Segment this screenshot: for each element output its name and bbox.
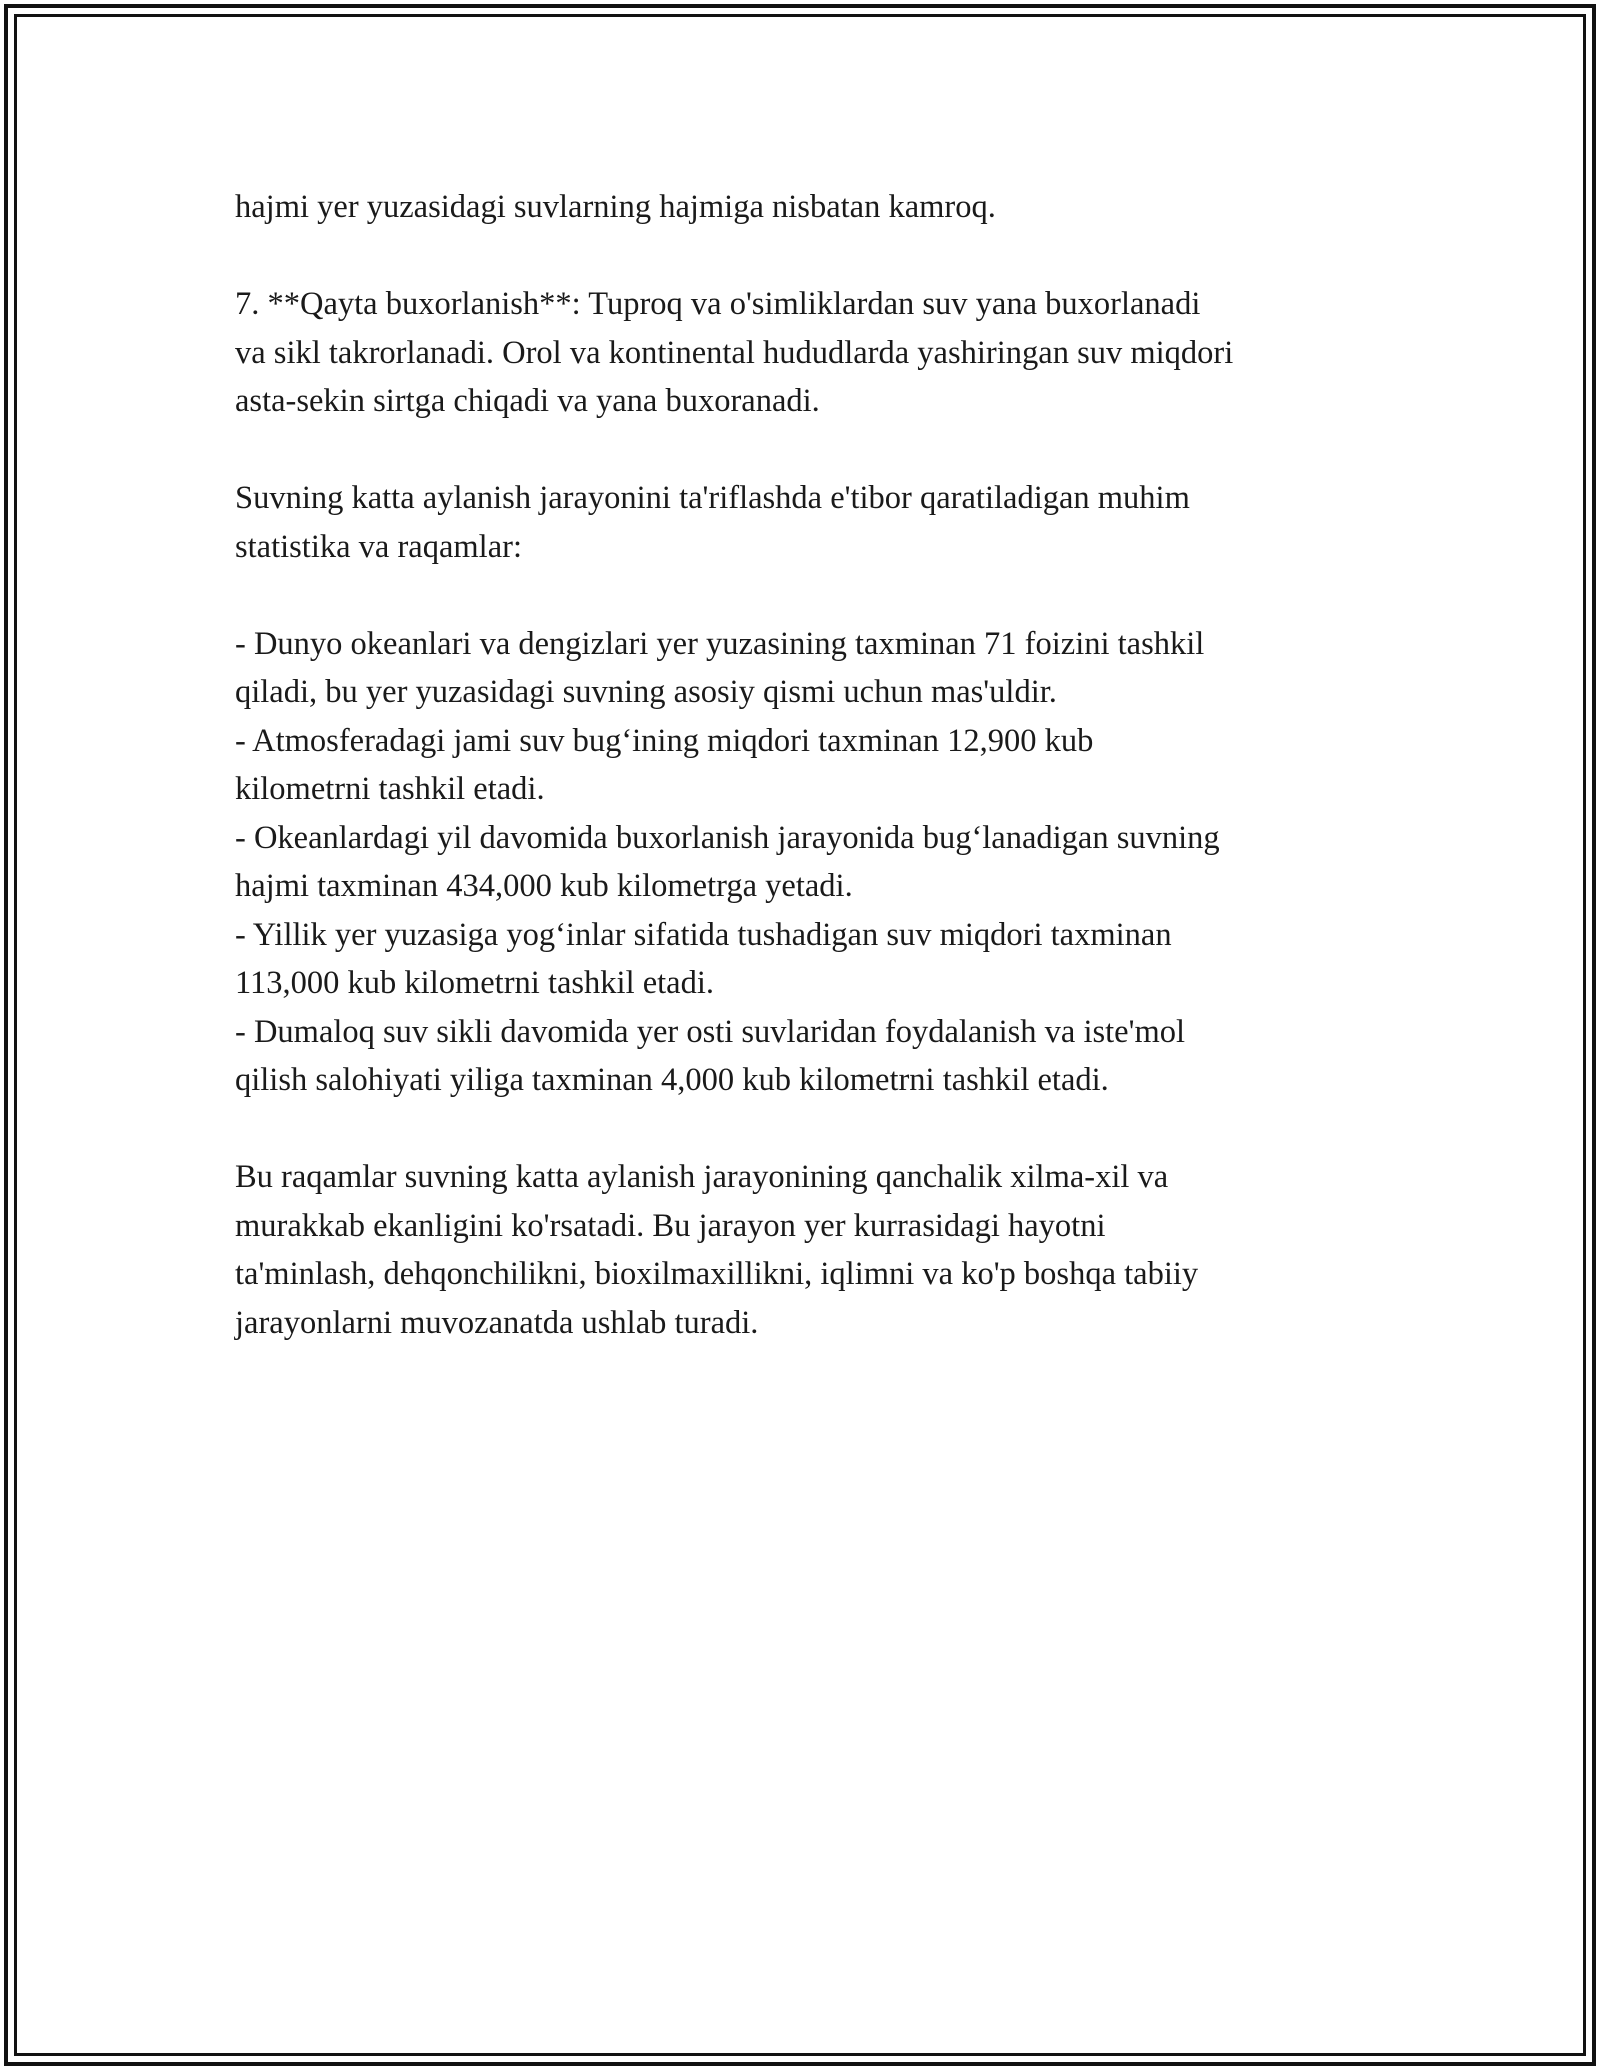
list-item-line: kilometrni tashkil etadi. — [235, 771, 545, 807]
text-line: Suvning katta aylanish jarayonini ta'riflashda e'tibor qaratiladigan muhim — [235, 480, 1190, 516]
paragraph-gap — [235, 426, 1375, 475]
list-item-line: - Okeanlardagi yil davomida buxorlanish jarayonida bug‘lanadigan suvning — [235, 819, 1220, 856]
paragraph-gap — [235, 1105, 1375, 1154]
text-line: va sikl takrorlanadi. Orol va kontinental hududlarda yashiringan suv miqdori — [235, 334, 1234, 371]
text-line: hajmi yer yuzasidagi suvlarning hajmiga nisbatan kamroq. — [235, 189, 996, 225]
text-line: murakkab ekanligini ko'rsatadi. Bu jarayon yer kurrasidagi hayotni — [235, 1207, 1106, 1244]
paragraph-gap — [235, 232, 1375, 281]
text-line: ta'minlash, dehqonchilikni, bioxilmaxillikni, iqlimni va ko'p boshqa tabiiy — [235, 1256, 1199, 1292]
list-item-line: - Dumaloq suv sikli davomida yer osti suvlaridan foydalanish va iste'mol — [235, 1013, 1186, 1050]
text-line: 7. **Qayta buxorlanish**: Tuproq va o'simliklardan suv yana buxorlanadi — [235, 286, 1201, 322]
paragraph-step-7 — [235, 280, 1375, 426]
text-line: jarayonlarni muvozanatda ushlab turadi. — [235, 1304, 759, 1341]
paragraph-gap — [235, 571, 1375, 620]
list-item-line: hajmi taxminan 434,000 kub kilometrga yetadi. — [235, 868, 853, 904]
paragraph-continuation — [235, 183, 1375, 232]
text-line: statistika va raqamlar: — [235, 528, 522, 565]
list-item-line: - Yillik yer yuzasiga yog‘inlar sifatida tushadigan suv miqdori taxminan — [235, 916, 1172, 953]
list-item-line: qiladi, bu yer yuzasidagi suvning asosiy qismi uchun mas'uldir. — [235, 674, 1057, 710]
list-item-line: 113,000 kub kilometrni tashkil etadi. — [235, 965, 715, 1001]
list-item-line: qilish salohiyati yiliga taxminan 4,000 kub kilometrni tashkil etadi. — [235, 1062, 1109, 1098]
document-body — [235, 183, 1375, 1347]
paragraph-stats-list — [235, 620, 1375, 1105]
text-line: Bu raqamlar suvning katta aylanish jarayonining qanchalik xilma-xil va — [235, 1159, 1169, 1195]
text-line: asta-sekin sirtga chiqadi va yana buxoranadi. — [235, 383, 820, 419]
list-item-line: - Atmosferadagi jami suv bug‘ining miqdori taxminan 12,900 kub — [235, 722, 1094, 759]
paragraph-stats-intro — [235, 474, 1375, 571]
list-item-line: - Dunyo okeanlari va dengizlari yer yuzasining taxminan 71 foizini tashkil — [235, 625, 1205, 662]
paragraph-conclusion — [235, 1153, 1375, 1347]
